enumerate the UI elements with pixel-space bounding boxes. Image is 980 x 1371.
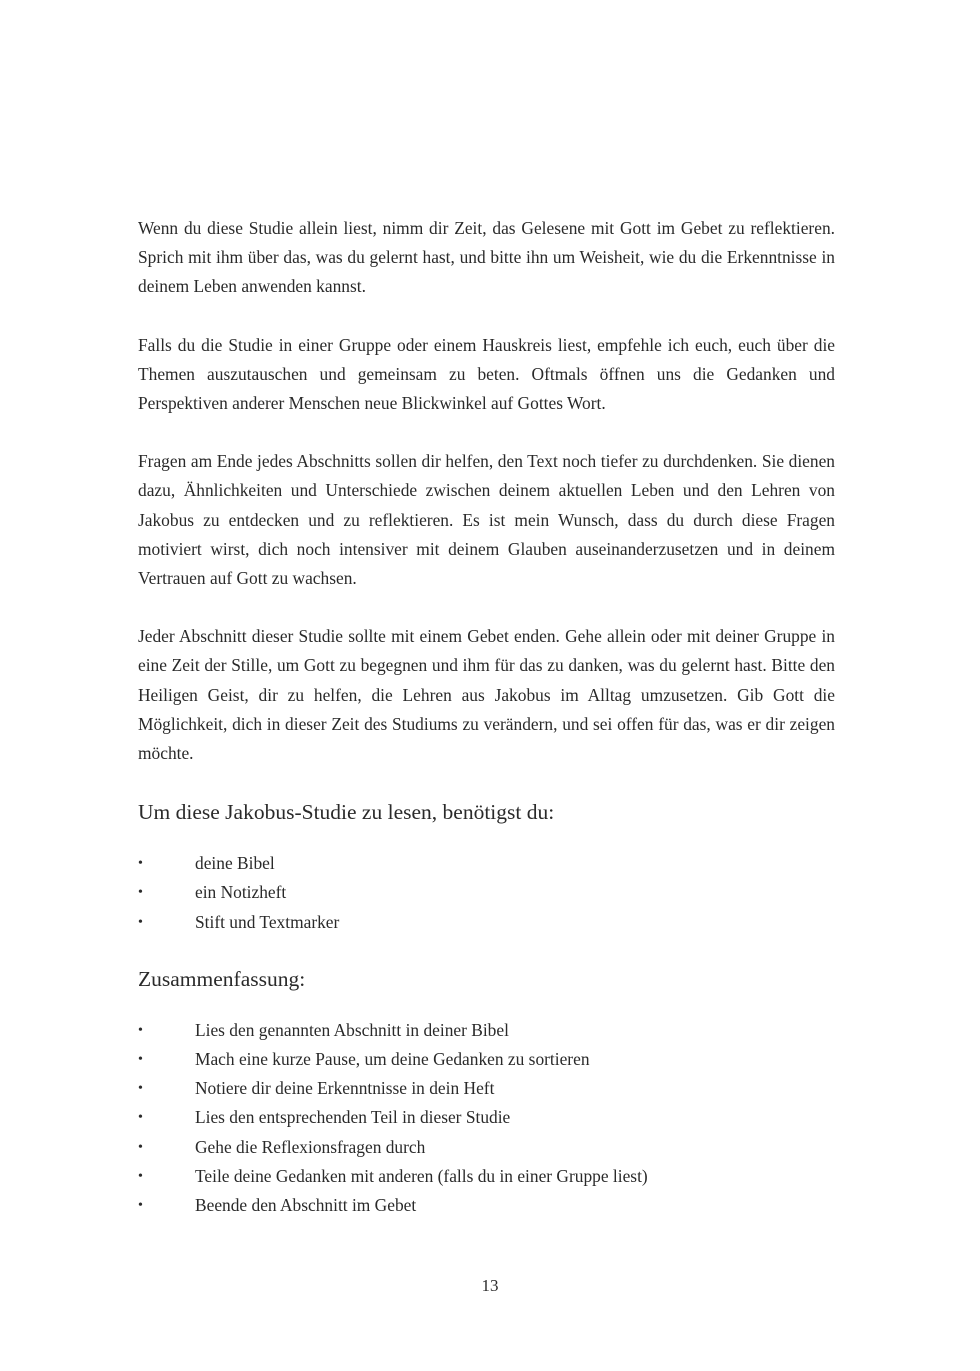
paragraph-alone-study: Wenn du diese Studie allein liest, nimm dir Zeit, das Gelesene mit Gott im Gebet zu reflektieren. Sprich mit ihm über das, was du gelernt hast, und bitte ihn um Weisheit, wie du die Erkenntnisse in deinem Leben anwenden kannst. xyxy=(138,218,835,297)
summary-list xyxy=(138,1016,835,1220)
paragraph-group-study: Falls du die Studie in einer Gruppe oder einem Hauskreis liest, empfehle ich euch, euch über die Themen auszutauschen und gemeinsam zu beten. Oftmals öffnen uns die Gedanken und Perspektiven anderer Menschen neue Blickwinkel auf Gottes Wort. xyxy=(138,334,835,414)
bullet-icon: • xyxy=(138,1168,143,1184)
bullet-icon: • xyxy=(138,914,143,930)
list-item xyxy=(138,1103,835,1132)
bullet-icon: • xyxy=(138,1139,143,1155)
bullet-icon: • xyxy=(138,1081,143,1097)
needs-list xyxy=(138,849,835,937)
list-item xyxy=(138,1045,835,1074)
bullet-icon: • xyxy=(138,1052,143,1068)
bullet-icon: • xyxy=(138,1198,143,1214)
list-item-text: Lies den entsprechenden Teil in dieser Studie xyxy=(195,1107,511,1128)
bullet-icon: • xyxy=(138,1110,143,1126)
list-item xyxy=(138,1162,835,1191)
list-item xyxy=(138,1074,835,1103)
list-item-text: Mach eine kurze Pause, um deine Gedanken zu sortieren xyxy=(195,1049,590,1070)
list-item-text: Gehe die Reflexionsfragen durch xyxy=(195,1136,426,1157)
list-item xyxy=(138,1133,835,1162)
list-item xyxy=(138,849,835,878)
list-item-text: Lies den genannten Abschnitt in deiner Bibel xyxy=(195,1019,509,1040)
list-item xyxy=(138,878,835,907)
paragraph-prayer: Jeder Abschnitt dieser Studie sollte mit einem Gebet enden. Gehe allein oder mit deiner Gruppe in eine Zeit der Stille, um Gott zu begegnen und ihm für das zu danken, was du gelernt hast. Bitte den Heiligen Geist, dir zu helfen, die Lehren aus Jakobus im Alltag umzusetzen. Gib Gott die Möglichkeit, dich in dieser Zeit des Studiums zu verändern, und sei offen für das, was er dir zeigen möchte. xyxy=(138,626,835,764)
list-item-text: Stift und Textmarker xyxy=(195,911,340,932)
paragraph-questions: Fragen am Ende jedes Abschnitts sollen dir helfen, den Text noch tiefer zu durchdenken. Sie dienen dazu, Ähnlichkeiten und Unterschiede zwischen deinem aktuellen Leben und den Lehren von Jakobus zu entdecken und zu reflektieren. Es ist mein Wunsch, dass du durch diese Fragen motiviert wirst, dich noch intensiver mit deinem Glauben auseinanderzusetzen und in deinem Vertrauen auf Gott zu wachsen. xyxy=(138,451,835,589)
list-item xyxy=(138,1016,835,1045)
bullet-icon: • xyxy=(138,1022,143,1038)
summary-heading: Zusammenfassung: xyxy=(138,966,306,991)
list-item-text: Beende den Abschnitt im Gebet xyxy=(195,1195,417,1216)
page-body xyxy=(138,214,835,1220)
needs-heading: Um diese Jakobus-Studie zu lesen, benötigst du: xyxy=(138,800,555,825)
list-item-text: Notiere dir deine Erkenntnisse in dein Heft xyxy=(195,1078,495,1099)
list-item xyxy=(138,1191,835,1220)
list-item-text: deine Bibel xyxy=(195,853,275,874)
bullet-icon: • xyxy=(138,885,143,901)
page-number: 13 xyxy=(481,1276,499,1295)
list-item-text: Teile deine Gedanken mit anderen (falls du in einer Gruppe liest) xyxy=(195,1165,648,1186)
list-item xyxy=(138,908,835,937)
list-item-text: ein Notizheft xyxy=(195,882,287,903)
bullet-icon: • xyxy=(138,856,143,872)
